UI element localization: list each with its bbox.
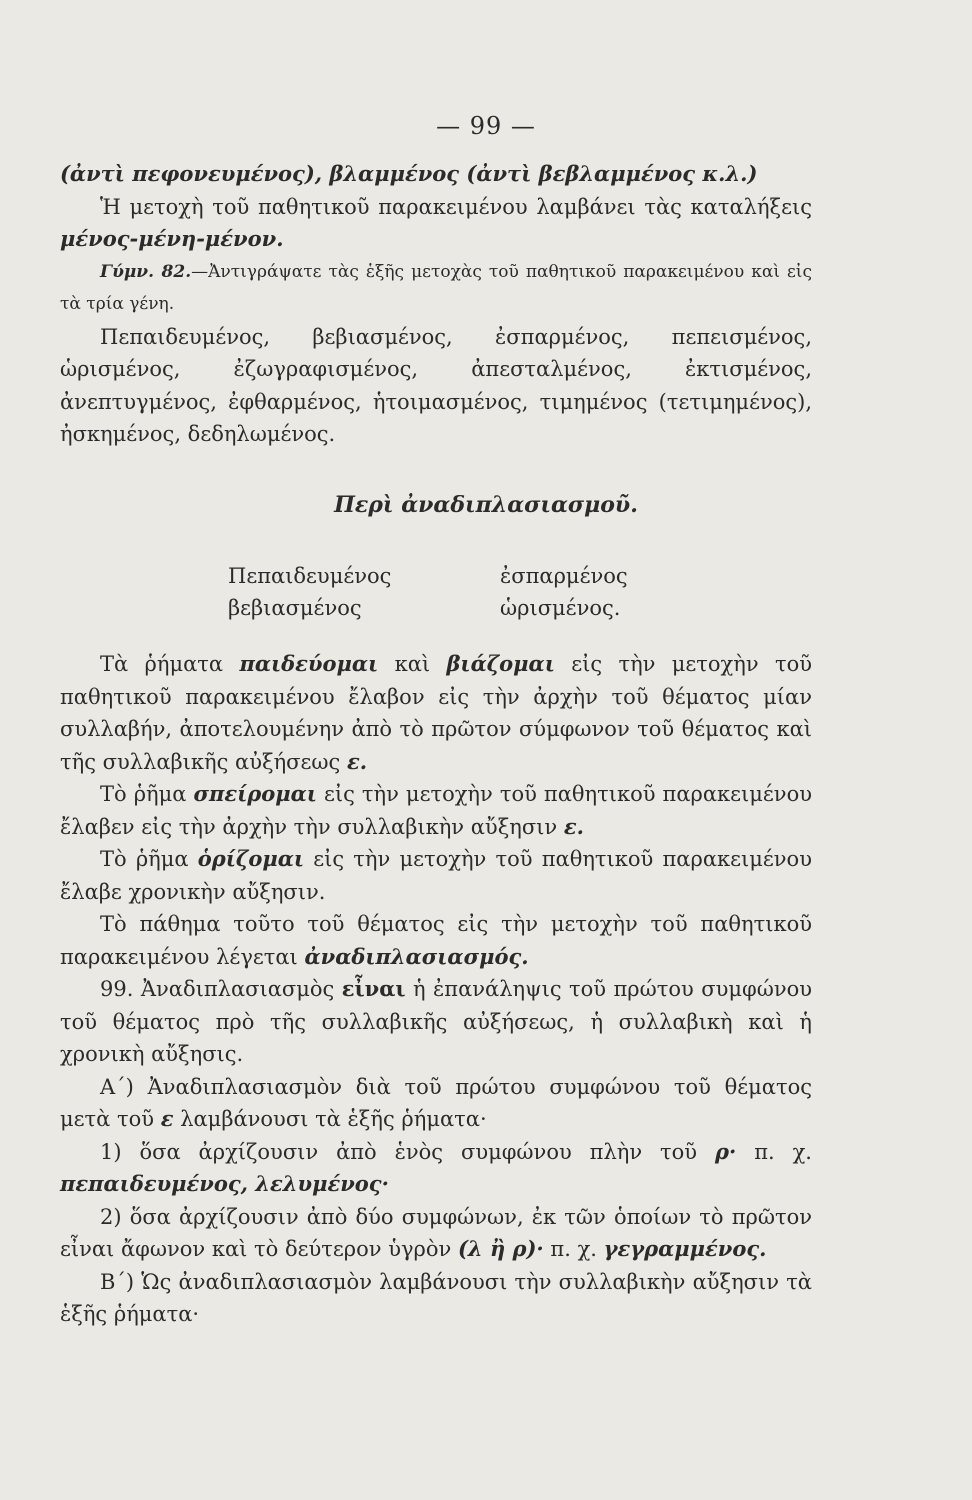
examples-right [500,560,628,624]
intro-block [60,158,812,451]
term: ἀναδιπλασιασμός. [304,943,529,969]
text-run: 2) ὅσα ἀρχίζουσιν ἀπὸ δύο συμφώνων, ἐκ τῶν ὁποίων τὸ πρῶτον εἶναι ἄφωνον καὶ τὸ δεύτερον ὑγρὸν [60,1204,812,1261]
paragraph-3 [60,843,812,908]
verb-term: ὁρίζομαι [197,846,305,871]
section-number: 99. [100,977,134,1001]
paragraph-5 [60,973,812,1071]
rule-endings: μένος-μένη-μένον. [60,226,284,251]
word-list: Πεπαιδευμένος, βεβιασμένος, ἐσπαρμένος, πεπεισμένος, ὡρισμένος, ἐζωγραφισμένος, ἀπεσταλμένος, ἐκτισμένος, ἀνεπτυγμένος, ἐφθαρμένος, ἡτοιμασμένος, τιμημένος (τετιμημένος), ἠσκημένος, δεδηλωμένος. [60,324,812,446]
paragraph-4 [60,908,812,973]
exercise-label: Γύμν. 82. [100,261,192,282]
rule-paragraph [60,191,812,256]
exercise-paragraph [60,256,812,321]
body-block [60,648,812,1331]
verb-term: βιάζομαι [446,651,555,676]
verb-term: σπείρομαι [193,781,317,806]
text-run: Α΄) Ἀναδιπλασιασμὸν διὰ τοῦ πρώτου συμφώνου τοῦ θέματος μετὰ τοῦ [60,1074,812,1131]
letter-term: (λ ἢ ρ)· [457,1236,544,1261]
text-run: Ἀναδιπλασιασμὸς [140,977,335,1001]
text-run: ἡ ἐπανάληψις τοῦ πρώτου συμφώνου τοῦ θέματος πρὸ τῆς συλλαβικῆς αὐξήσεως, ἡ συλλαβικὴ καὶ ἡ χρονικὴ αὔξησις. [60,977,812,1066]
paragraph-6 [60,1071,812,1136]
example-terms: πεπαιδευμένος, λελυμένος· [60,1171,389,1196]
text-run: Τὸ ῥῆμα [100,782,187,806]
letter-term: ε. [346,748,368,774]
examples-left [228,560,391,624]
paragraph-7 [60,1136,812,1201]
example-terms: γεγραμμένος. [603,1236,767,1261]
text-run: π. χ. [550,1237,597,1261]
verb-term: παιδεύομαι [239,651,379,676]
intro-line-text: (ἀντὶ πεφονευμένος), βλαμμένος (ἀντὶ βεβλαμμένος κ.λ.) [60,161,758,186]
example-word: Πεπαιδευμένος [228,564,392,588]
text-run: Τὸ ῥῆμα [100,847,189,871]
text-run: 1) ὅσα ἀρχίζουσιν ἀπὸ ἑνὸς συμφώνου πλὴν τοῦ [100,1139,698,1164]
page-number: — 99 — [436,112,536,140]
text-run: λαμβάνουσι τὰ ἑξῆς ῥήματα· [180,1107,487,1131]
paragraph-2 [60,778,812,843]
rule-text: Ἡ μετοχὴ τοῦ παθητικοῦ παρακειμένου λαμβάνει τὰς καταλήξεις [100,194,812,219]
letter-term: ρ· [714,1138,737,1164]
text-run: π. χ. [754,1139,812,1164]
text-run: Τὸ πάθημα τοῦτο τοῦ θέματος εἰς τὴν μετοχὴν τοῦ παθητικοῦ παρακειμένου λέγεται [60,912,812,969]
text-run: Τὰ ῥήματα [100,652,224,676]
text-run: καὶ [394,652,431,676]
paragraph-1 [60,648,812,778]
text-run: εἰς τὴν μετοχὴν τοῦ παθητικοῦ παρακειμένου ἔλαβον εἰς τὴν ἀρχὴν τοῦ θέματος μίαν συλλαβήν, ἀποτελουμένην ἀπὸ τὸ πρῶτον σύμφωνον τοῦ θέματος καὶ τῆς συλλαβικῆς αὐξήσεως [60,652,812,774]
letter-term: ε. [563,813,584,839]
section-heading: Περὶ ἀναδιπλασιασμοῦ. [334,492,638,518]
example-word: ὡρισμένος. [500,596,621,620]
example-word: βεβιασμένος [228,596,362,620]
exercise-text: —Ἀντιγράψατε τὰς ἑξῆς μετοχὰς τοῦ παθητικοῦ παρακειμένου καὶ εἰς τὰ τρία γένη. [60,261,812,314]
text-run: εἰς τὴν μετοχὴν τοῦ παθητικοῦ παρακειμένου ἔλαβεν εἰς τὴν ἀρχὴν τὴν συλλαβικὴν αὔξησιν [60,782,812,839]
letter-term: ε [160,1106,174,1131]
paragraph-8 [60,1201,812,1266]
text-run: Β΄) Ὡς ἀναδιπλασιασμὸν λαμβάνουσι τὴν συλλαβικὴν αὔξησιν τὰ ἑξῆς ῥήματα· [60,1269,812,1326]
paragraph-9 [60,1266,812,1331]
text-run: εἰς τὴν μετοχὴν τοῦ παθητικοῦ παρακειμένου ἔλαβε χρονικὴν αὔξησιν. [60,847,812,904]
text-run: εἶναι [341,976,406,1001]
example-word: ἐσπαρμένος [500,564,628,588]
intro-line [60,158,812,191]
